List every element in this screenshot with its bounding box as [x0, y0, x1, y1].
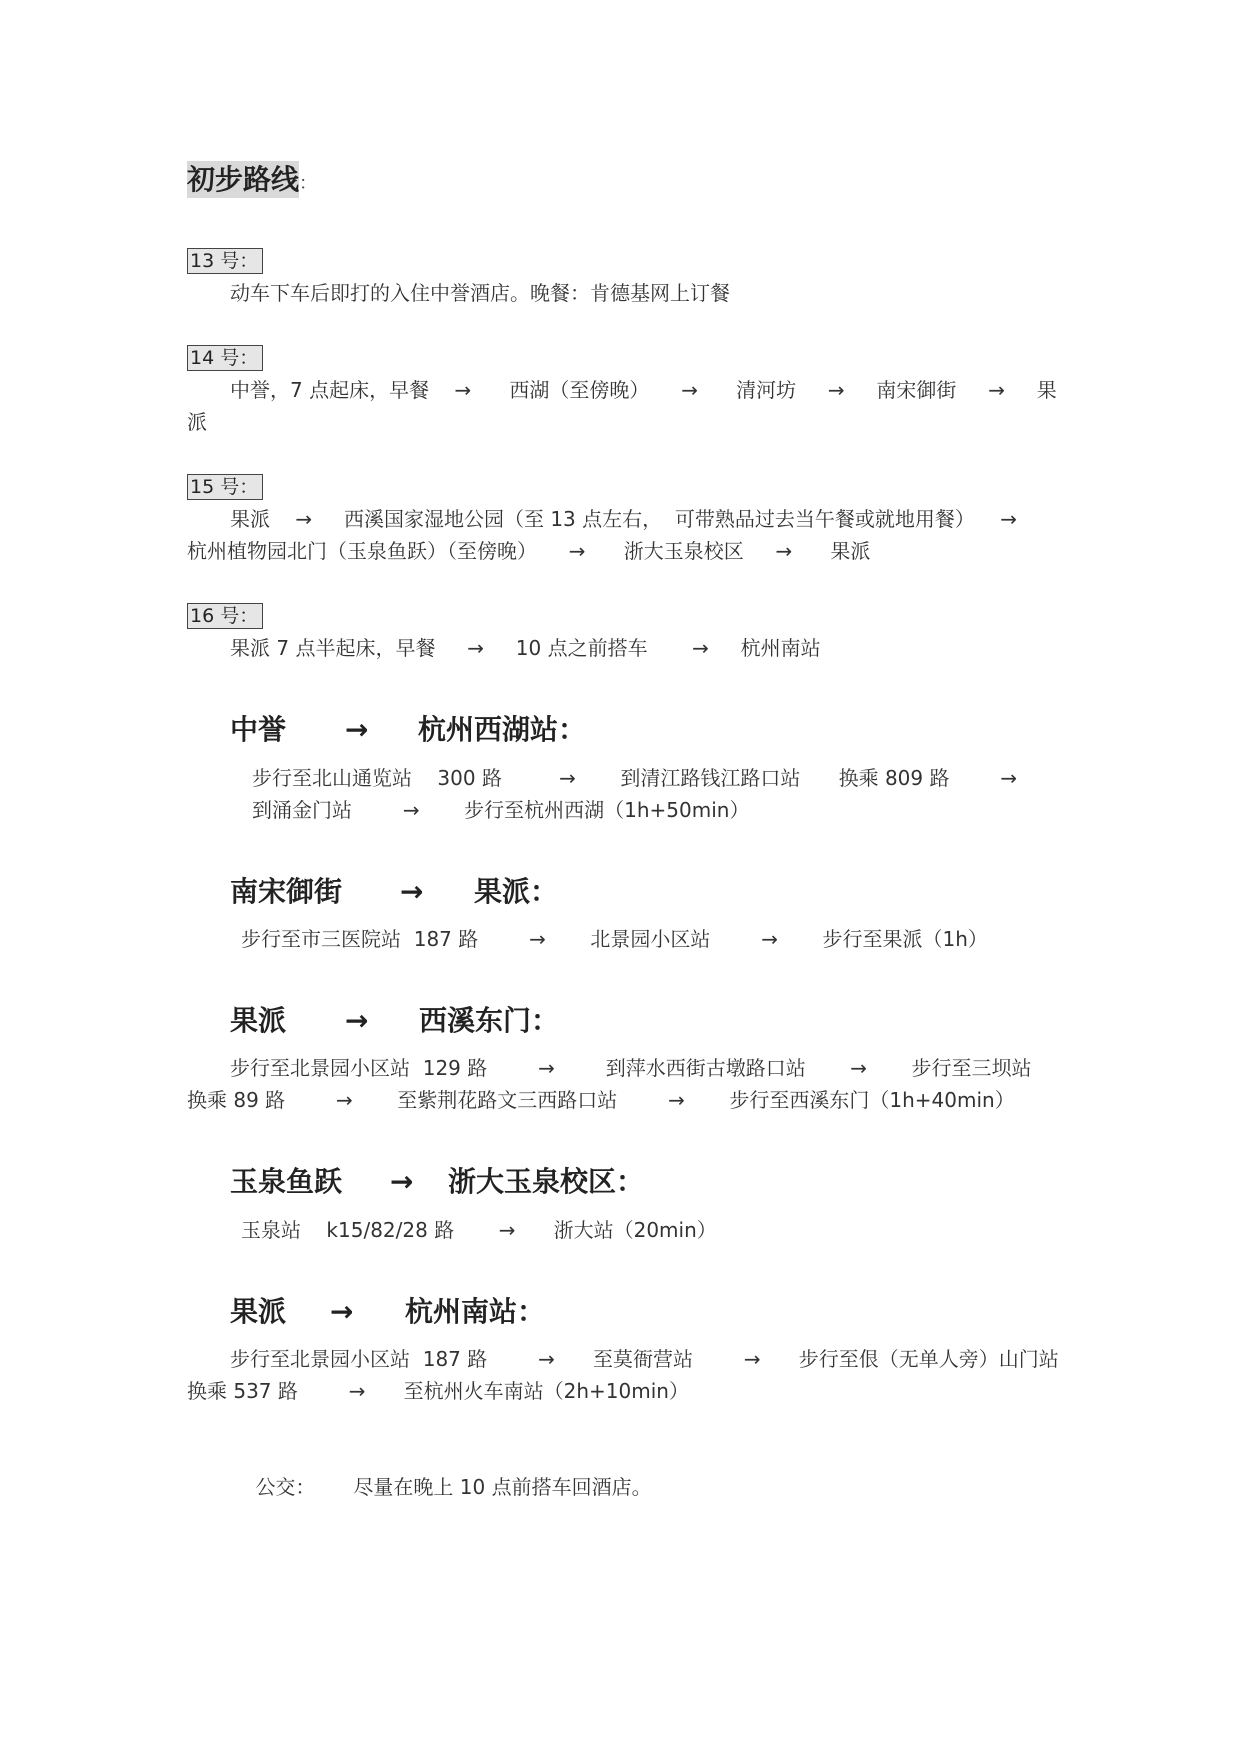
day-15-label [187, 474, 263, 500]
route-3-line-2: 换乘 89 路 → 至紫荆花路文三西路口站 → 步行至西溪东门（1h+40min） [187, 1088, 1015, 1112]
route-from: 果派 [230, 1004, 287, 1037]
bus-note-label: 公交： [255, 1475, 316, 1499]
route-5-line-2: 换乘 537 路 → 至杭州火车南站（2h+10min） [187, 1379, 689, 1403]
bus-note [230, 1439, 652, 1535]
day-label: 14 号： [187, 345, 263, 371]
arrow-right-icon: → [330, 1295, 354, 1328]
day-label: 15 号： [187, 474, 263, 500]
day-14-line-1: 中誉，7 点起床，早餐 → 西湖（至傍晚） → 清河坊 → 南宋御街 → 果 [230, 378, 1057, 402]
arrow-right-icon: → [345, 1004, 369, 1037]
day-14-line-2: 派 [187, 410, 207, 434]
route-heading [230, 1162, 644, 1202]
title-text: 初步路线 [187, 163, 300, 196]
route-5-line-1: 步行至北景园小区站 187 路 → 至莫衙营站 → 步行至佷（无单人旁）山门站 [230, 1347, 1059, 1371]
route-4-line-1: 玉泉站 k15/82/28 路 → 浙大站（20min） [241, 1218, 717, 1242]
route-heading [230, 1001, 559, 1041]
title-colon: ： [299, 173, 318, 194]
arrow-right-icon: → [400, 875, 424, 908]
day-label: 13 号： [187, 248, 263, 274]
route-to: 杭州西湖站： [418, 713, 587, 746]
route-to: 杭州南站： [405, 1295, 546, 1328]
document-title [187, 160, 317, 204]
route-1-line-2: 到涌金门站 → 步行至杭州西湖（1h+50min） [252, 798, 750, 822]
day-label: 16 号： [187, 603, 263, 629]
route-heading [230, 710, 586, 750]
day-15-line-1: 果派 → 西溪国家湿地公园（至 13 点左右， 可带熟品过去当午餐或就地用餐） → [230, 507, 1018, 531]
route-heading [230, 872, 558, 912]
arrow-right-icon: → [345, 713, 369, 746]
day-16-label [187, 603, 263, 629]
route-from: 南宋御街 [230, 875, 343, 908]
route-to: 浙大玉泉校区： [448, 1165, 645, 1198]
route-from: 果派 [230, 1295, 287, 1328]
day-13-line-1: 动车下车后即打的入住中誉酒店。晚餐：肯德基网上订餐 [230, 281, 730, 305]
route-to: 果派： [474, 875, 559, 908]
route-2-line-1: 步行至市三医院站 187 路 → 北景园小区站 → 步行至果派（1h） [241, 927, 988, 951]
arrow-right-icon: → [390, 1165, 414, 1198]
route-heading [230, 1292, 545, 1332]
day-16-line-1: 果派 7 点半起床，早餐 → 10 点之前搭车 → 杭州南站 [230, 636, 821, 660]
route-from: 玉泉鱼跃 [230, 1165, 343, 1198]
route-to: 西溪东门： [419, 1004, 560, 1037]
day-14-label [187, 345, 263, 371]
bus-note-text: 尽量在晚上 10 点前搭车回酒店。 [353, 1475, 652, 1499]
day-13-label [187, 248, 263, 274]
route-1-line-1: 步行至北山通览站 300 路 → 到清江路钱江路口站 换乘 809 路 → [252, 766, 1018, 790]
route-from: 中誉 [230, 713, 287, 746]
route-3-line-1: 步行至北景园小区站 129 路 → 到萍水西街古墩路口站 → 步行至三坝站 [230, 1056, 1032, 1080]
day-15-line-2: 杭州植物园北门（玉泉鱼跃）（至傍晚） → 浙大玉泉校区 → 果派 [187, 539, 871, 563]
